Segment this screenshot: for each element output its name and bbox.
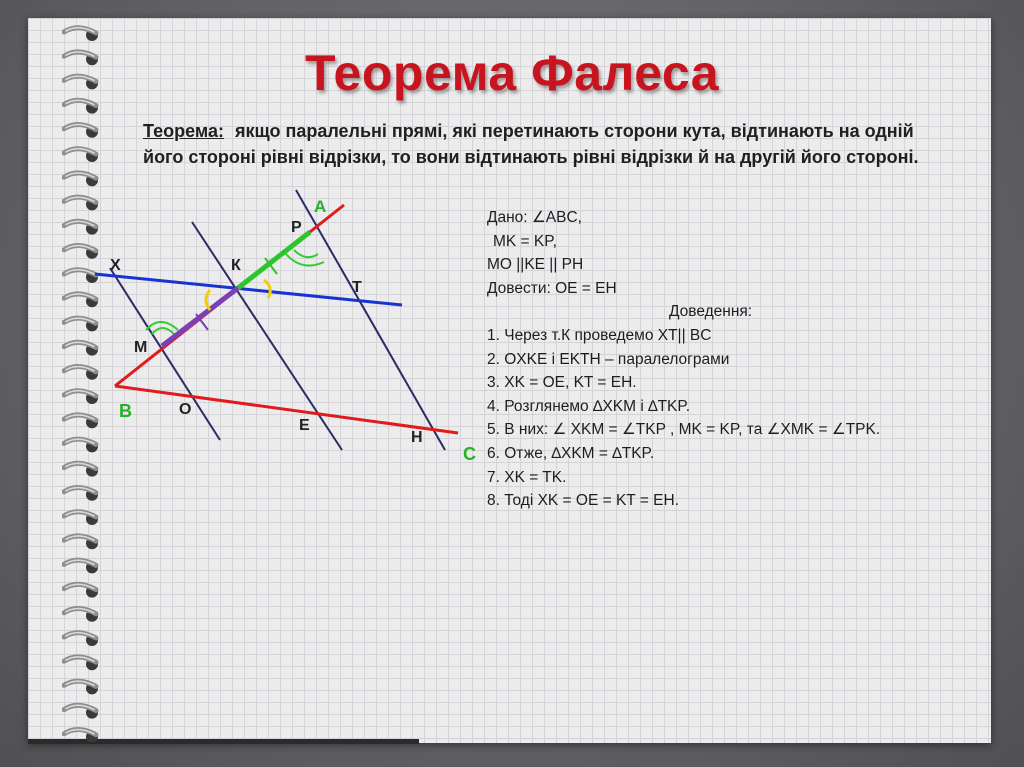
point-label-t: T (352, 279, 362, 296)
theorem-text: якщо паралельні прямі, які перетинають сторони кута, відтинають на одній його стороні рівні відрізки, то вони відтинають рівні відрізки й на другій його стороні. (143, 121, 919, 167)
proof-line-prove: Довести: OE = EH (487, 279, 617, 297)
proof-step-3: 3. XK = OE, KT = EH. (487, 374, 637, 392)
spiral-ring (64, 536, 98, 549)
spiral-ring (64, 705, 98, 718)
point-label-a: A (314, 197, 327, 216)
parallel-line-ke (192, 222, 342, 450)
page-title: Теорема Фалеса (305, 45, 720, 101)
proof-heading: Доведення: (669, 303, 753, 321)
proof-step-7: 7. XK = TK. (487, 468, 567, 486)
point-label-o: O (179, 401, 192, 418)
point-label-b: B (119, 401, 132, 421)
spiral-ring (64, 730, 98, 742)
proof-line-mk-kp: MK = KP, (493, 232, 557, 250)
parallel-line-ph (296, 190, 445, 450)
point-label-x: X (110, 257, 121, 274)
geometry-figure (0, 0, 520, 480)
angle-arc-k-right (264, 280, 270, 298)
spiral-ring (64, 584, 98, 597)
angle-arc-k-left (206, 290, 210, 310)
angle-arc-p (286, 254, 324, 266)
proof-step-4: 4. Розглянемо ∆XKM і ∆TKP. (487, 397, 691, 415)
theorem-label: Теорема: (143, 121, 224, 141)
side-bc (115, 386, 458, 433)
proof-step-6: 6. Отже, ∆XKM = ∆TKP. (487, 444, 655, 462)
proof-step-2: 2. OXKE і EKTH – паралелограми (487, 350, 730, 368)
proof-step-1: 1. Через т.К проведемо XT|| BC (487, 326, 712, 344)
point-label-m: M (134, 339, 148, 356)
point-label-c: C (463, 444, 476, 464)
proof-line-given: Дано: ∠ABC, (487, 209, 582, 226)
spiral-ring (64, 560, 98, 573)
spiral-ring (64, 488, 98, 501)
point-label-k: К (231, 257, 241, 274)
spiral-ring (64, 609, 98, 622)
spiral-ring (64, 633, 98, 646)
spiral-ring (64, 512, 98, 525)
angle-arc-m-inner (152, 328, 174, 334)
point-label-e: E (299, 417, 310, 434)
point-label-p: P (291, 219, 302, 236)
proof-step-5: 5. В них: ∠ XKM = ∠TKP , MK = KP, та ∠XMK = ∠TPK. (487, 421, 881, 439)
spiral-ring (64, 681, 98, 694)
segment-kp (238, 232, 310, 288)
proof-step-8: 8. Тоді XK = OE = KT = EH. (487, 492, 679, 510)
proof-line-parallels: MO ||KE || PH (487, 256, 584, 274)
angle-arc-p-inner (294, 250, 318, 257)
point-label-h: H (411, 429, 423, 446)
segment-mk (162, 288, 238, 346)
spiral-ring (64, 657, 98, 670)
proof-block (487, 206, 967, 513)
